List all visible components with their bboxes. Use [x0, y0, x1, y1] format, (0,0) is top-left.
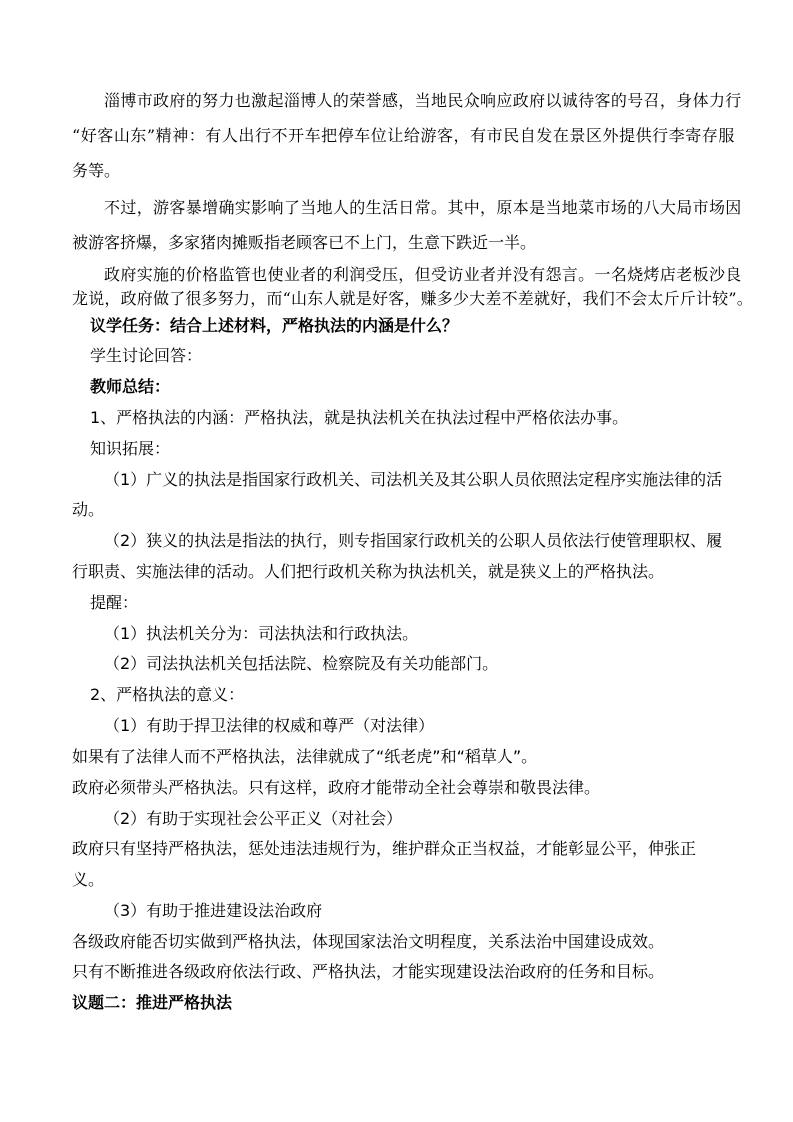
task-heading: 议学任务：结合上述材料，严格执法的内涵是什么？ — [90, 316, 459, 335]
paper-tiger-line: 如果有了法律人而不严格执法，法律就成了“纸老虎”和“稻草人”。 — [72, 747, 538, 766]
knowledge-expansion: 知识拓展： — [90, 439, 171, 458]
student-discussion: 学生讨论回答： — [90, 346, 203, 365]
fairness-line-2: 义。 — [72, 870, 105, 889]
topic-two-heading: 议题二：推进严格执法 — [72, 993, 233, 1012]
quote-line-4: 不过，游客暴增确实影响了当地人的生活日常。其中，原本是当地菜市场的八大局市场因 — [104, 198, 742, 217]
quote-line-2: “好客山东”精神：有人出行不开车把停车位让给游客，有市民自发在景区外提供行李寄存服 — [72, 126, 735, 145]
quote-line-3: 务等。 — [72, 161, 121, 180]
quote-line-6: 政府实施的价格监管也使业者的利润受压，但受访业者并没有怨言。一名烧烤店老板沙良 — [104, 265, 742, 284]
significance-point-1: （1）有助于捍卫法律的权威和尊严（对法律） — [104, 716, 435, 735]
narrow-enforcement-line-1: （2）狭义的执法是指法的执行，则专指国家行政机关的公职人员依法行使管理职权、履 — [104, 531, 723, 550]
quote-line-5: 被游客挤爆，多家猪肉摊贩指老顾客已不上门，生意下跌近一半。 — [72, 233, 537, 252]
narrow-enforcement-line-2: 行职责、实施法律的活动。人们把行政机关称为执法机关，就是狭义上的严格执法。 — [72, 562, 665, 581]
fairness-line-1: 政府只有坚持严格执法，惩处违法违规行为，维护群众正当权益，才能彰显公平，伸张正 — [72, 839, 697, 858]
teacher-summary-heading: 教师总结： — [90, 377, 171, 396]
significance-heading: 2、严格执法的意义： — [90, 685, 245, 704]
significance-point-3: （3）有助于推进建设法治政府 — [104, 901, 323, 920]
meaning-point: 1、严格执法的内涵：严格执法，就是执法机关在执法过程中严格依法办事。 — [90, 408, 629, 427]
reminder-heading: 提醒： — [90, 593, 139, 612]
broad-enforcement-line-2: 动。 — [72, 500, 105, 519]
quote-line-7: 龙说，政府做了很多努力，而“山东人就是好客，赚多少大差不差就好，我们不会太斤斤计较”。 — [72, 289, 753, 308]
government-level-line: 各级政府能否切实做到严格执法，体现国家法治文明程度，关系法治中国建设成效。 — [72, 932, 665, 951]
reminder-point-2: （2）司法执法机关包括法院、检察院及有关功能部门。 — [104, 654, 499, 673]
reminder-point-1: （1）执法机关分为：司法执法和行政执法。 — [104, 624, 419, 643]
quote-line-1: 淄博市政府的努力也激起淄博人的荣誉感，当地民众响应政府以诚待客的号召，身体力行 — [104, 91, 742, 110]
government-lead-line: 政府必须带头严格执法。只有这样，政府才能带动全社会尊崇和敬畏法律。 — [72, 778, 601, 797]
broad-enforcement-line-1: （1）广义的执法是指国家行政机关、司法机关及其公职人员依照法定程序实施法律的活 — [104, 470, 723, 489]
goal-line: 只有不断推进各级政府依法行政、严格执法，才能实现建设法治政府的任务和目标。 — [72, 962, 665, 981]
significance-point-2: （2）有助于实现社会公平正义（对社会） — [104, 809, 403, 828]
